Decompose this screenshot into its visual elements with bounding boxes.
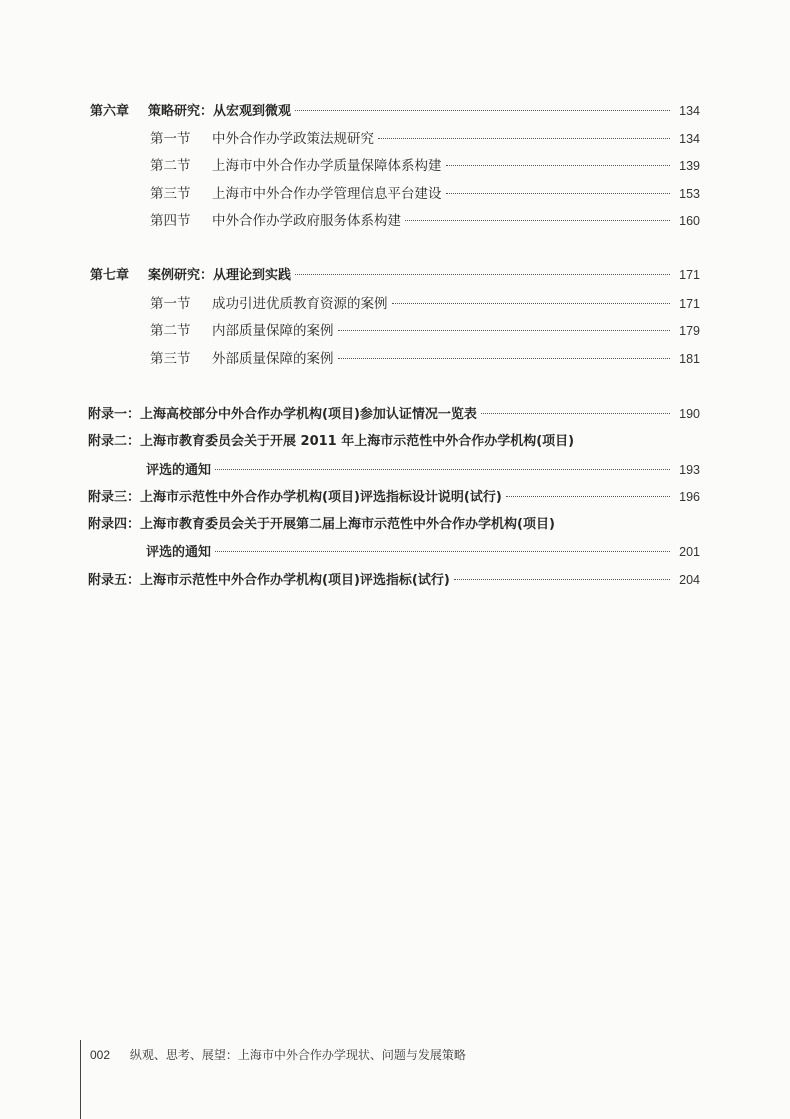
footer-book-title: 纵观、思考、展望：上海市中外合作办学现状、问题与发展策略 (129, 1048, 466, 1062)
running-footer (90, 1046, 466, 1063)
toc-section[interactable] (150, 321, 700, 341)
appendix-title: 附录五：上海市示范性中外合作办学机构(项目)评选指标(试行) (88, 573, 450, 588)
toc-chapter-6[interactable] (90, 101, 700, 122)
appendix-title: 附录三：上海市示范性中外合作办学机构(项目)评选指标设计说明(试行) (88, 490, 502, 505)
dot-leader (215, 550, 670, 552)
dot-leader (392, 302, 671, 304)
page-number: 153 (679, 187, 700, 201)
section-number: 第二节 (150, 158, 191, 174)
toc-section[interactable] (150, 211, 700, 231)
toc-section[interactable] (150, 184, 700, 204)
section-title: 中外合作办学政策法规研究 (212, 131, 374, 147)
footer-page-number: 002 (90, 1048, 111, 1062)
chapter-number: 第七章 (90, 268, 130, 283)
dot-leader (378, 137, 670, 139)
dot-leader (338, 357, 671, 359)
appendix-title: 附录四：上海市教育委员会关于开展第二届上海市示范性中外合作办学机构(项目) (88, 517, 555, 532)
dot-leader (295, 273, 670, 275)
page-footer (0, 1040, 790, 1119)
page-number: 134 (679, 104, 700, 118)
dot-leader (338, 329, 671, 331)
page-number: 201 (679, 545, 700, 559)
toc-appendix-4-continued[interactable] (146, 542, 700, 563)
page-number: 179 (679, 324, 700, 338)
toc-appendix-4[interactable] (88, 515, 700, 535)
toc-section[interactable] (150, 156, 700, 176)
chapter-number: 第六章 (90, 104, 130, 119)
dot-leader (446, 164, 671, 166)
page-number: 134 (679, 132, 700, 146)
section-title: 上海市中外合作办学管理信息平台建设 (212, 186, 442, 202)
appendix-title: 附录一：上海高校部分中外合作办学机构(项目)参加认证情况一览表 (88, 407, 477, 422)
appendix-title: 附录二：上海市教育委员会关于开展 2011 年上海市示范性中外合作办学机构(项目) (88, 434, 575, 449)
toc-section[interactable] (150, 129, 700, 149)
section-number: 第三节 (150, 351, 191, 367)
chapter-title: 案例研究：从理论到实践 (148, 268, 292, 283)
section-number: 第一节 (150, 131, 191, 147)
toc-appendix-2[interactable] (88, 432, 700, 452)
section-title: 内部质量保障的案例 (212, 323, 334, 339)
page-number: 171 (679, 297, 700, 311)
toc-appendix-3[interactable] (88, 487, 700, 508)
section-number: 第四节 (150, 213, 191, 229)
toc-appendix-2-continued[interactable] (146, 460, 700, 481)
dot-leader (506, 495, 670, 497)
toc-section[interactable] (150, 294, 700, 314)
page-number: 190 (679, 407, 700, 421)
page-number: 204 (679, 573, 700, 587)
section-number: 第一节 (150, 296, 191, 312)
section-number: 第二节 (150, 323, 191, 339)
section-title: 中外合作办学政府服务体系构建 (212, 213, 401, 229)
page-number: 171 (679, 268, 700, 282)
dot-leader (454, 578, 670, 580)
section-number: 第三节 (150, 186, 191, 202)
section-title: 上海市中外合作办学质量保障体系构建 (212, 158, 442, 174)
dot-leader (405, 219, 670, 221)
page-number: 196 (679, 490, 700, 504)
toc-appendix-5[interactable] (88, 570, 700, 591)
dot-leader (215, 468, 670, 470)
toc-chapter-7[interactable] (90, 265, 700, 286)
toc-appendix-1[interactable] (88, 404, 700, 425)
page-number: 139 (679, 159, 700, 173)
page-number: 181 (679, 352, 700, 366)
dot-leader (481, 412, 670, 414)
toc-section[interactable] (150, 349, 700, 369)
section-title: 外部质量保障的案例 (212, 351, 334, 367)
page-number: 160 (679, 214, 700, 228)
page-number: 193 (679, 463, 700, 477)
appendix-title-continued: 评选的通知 (146, 545, 212, 560)
appendix-title-continued: 评选的通知 (146, 463, 212, 478)
footer-divider (80, 1040, 81, 1119)
chapter-title: 策略研究：从宏观到微观 (148, 104, 292, 119)
section-title: 成功引进优质教育资源的案例 (212, 296, 388, 312)
dot-leader (446, 192, 671, 194)
dot-leader (295, 109, 670, 111)
